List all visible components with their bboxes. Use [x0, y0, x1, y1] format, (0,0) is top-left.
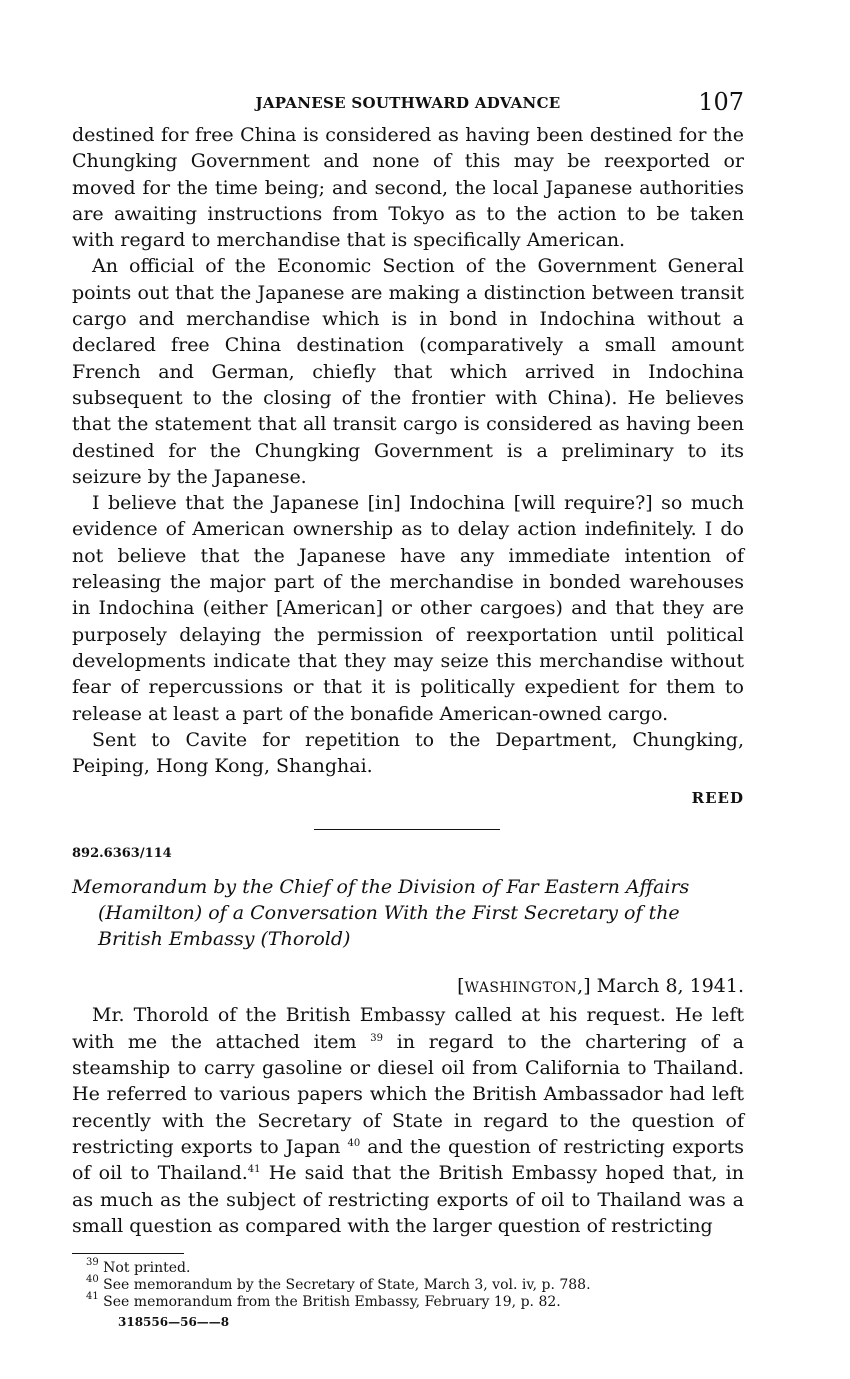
footnote-40 [86, 1274, 744, 1294]
footnote-divider [72, 1253, 184, 1254]
footnote-39 [86, 1257, 744, 1277]
dateline-close-bracket: ,] [577, 975, 591, 998]
print-code: 318556—56——8 [118, 1315, 230, 1330]
paragraph-distribution: Sent to Cavite for repetition to the Department, Chungking, Peiping, Hong Kong, Shanghai. [72, 728, 744, 778]
footnote-ref-41: 41 [247, 1164, 261, 1176]
footnote-ref-39: 39 [370, 1032, 384, 1044]
footnote-41 [86, 1291, 744, 1311]
file-number: 892.6363/114 [72, 846, 172, 862]
signature: REED [691, 789, 744, 808]
memo-body-part3: and the question of restricting exports of oil to Thailand. [72, 1135, 744, 1185]
footnote-text: See memorandum by the Secretary of State, March 3, vol. iv, p. 788. [98, 1277, 591, 1294]
footnote-text: Not printed. [98, 1260, 191, 1277]
page-number: 107 [698, 88, 744, 116]
paragraph-belief: I believe that the Japanese [in] Indochina [will require?] so much evidence of American ownership as to delay action indefinitely. I do not believe that the Japanese have any immediate intention of releasing the major part of the merchandise in bonded warehouses in Indochina (either [American] or other cargoes) and that they are purposely delaying the permission of reexportation until political developments indicate that they may seize this merchandise without fear of repercussions or that it is politically expedient for them to release at least a part of the bonafide American-owned cargo. [72, 492, 744, 725]
footnote-number: 40 [86, 1274, 99, 1286]
footnote-number: 41 [86, 1291, 99, 1303]
paragraph-official-statement: An official of the Economic Section of the Government General points out that the Japanese are making a distinction between transit cargo and merchandise which is in bond in Indochina without a declared free China destination (comparatively a small amount French and German, chiefly that which arrived in Indochina subsequent to the closing of the frontier with China). He believes that the statement that all transit cargo is considered as having been destined for the Chungking Government is a preliminary to its seizure by the Japanese. [72, 255, 744, 488]
memo-body-part1: Mr. Thorold of the British Embassy called at his request. He left with me the attached item [72, 1004, 744, 1053]
paragraph-continuation: destined for free China is considered as having been destined for the Chungking Government and none of this may be reexported or moved for the time being; and second, the local Japanese authorities are awaiting instructions from Tokyo as to the action to be taken with regard to merchandise that is specifically American. [72, 124, 744, 252]
dateline-open-bracket: [ [457, 975, 465, 998]
section-divider [314, 829, 500, 830]
memo-body-part4: He said that the British Embassy hoped that, in as much as the subject of restricting exports of oil to Thailand was a small question as compared with the larger question of restricting [72, 1162, 744, 1237]
dateline [72, 970, 744, 1002]
page-header [72, 86, 744, 122]
running-head: JAPANESE SOUTHWARD ADVANCE [255, 94, 561, 112]
memo-body [72, 1002, 744, 1239]
footnote-number: 39 [86, 1257, 99, 1269]
footnotes [72, 1257, 744, 1311]
dateline-place: WASHINGTON [464, 980, 578, 997]
document-page [72, 86, 744, 1329]
memo-title: Memorandum by the Chief of the Division of Far Eastern Affairs (Hamilton) of a Conversation With the First Secretary of the British Embassy (Thorold) [72, 876, 690, 951]
footnote-ref-40: 40 [347, 1137, 361, 1149]
dateline-date: March 8, 1941. [596, 975, 744, 998]
memo-body-part2: in regard to the chartering of a steamship to carry gasoline or diesel oil from California to Thailand. He referred to various papers which the British Ambassador had left recently with the Secretary of State in regard to the question of restricting exports to Japan [72, 1030, 744, 1158]
footnote-text: See memorandum from the British Embassy, February 19, p. 82. [98, 1294, 561, 1311]
